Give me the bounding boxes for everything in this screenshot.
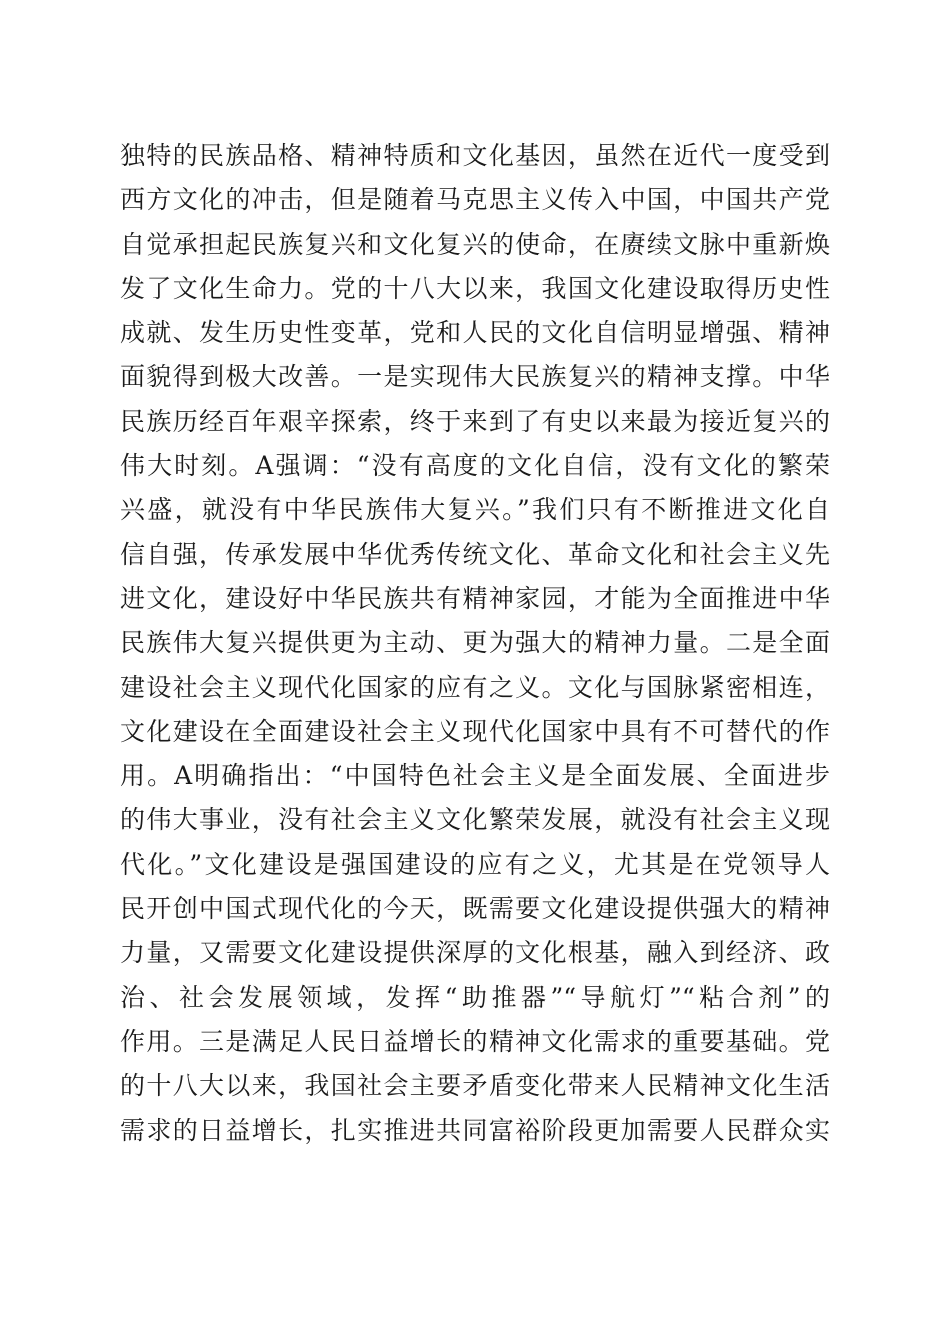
- text-line: 建设社会主义现代化国家的应有之义。文化与国脉紧密相连，: [120, 672, 830, 702]
- text-line: 用。A明确指出：“中国特色社会主义是全面发展、全面进步: [120, 761, 830, 791]
- text-line: 力量，又需要文化建设提供深厚的文化根基，融入到经济、政: [120, 938, 830, 968]
- text-line: 伟大时刻。A强调：“没有高度的文化自信，没有文化的繁荣: [120, 451, 830, 481]
- text-line: 自觉承担起民族复兴和文化复兴的使命，在赓续文脉中重新焕: [120, 229, 830, 259]
- text-line: 西方文化的冲击，但是随着马克思主义传入中国，中国共产党: [120, 185, 830, 215]
- text-line: 民族伟大复兴提供更为主动、更为强大的精神力量。二是全面: [120, 628, 830, 658]
- text-line: 治、社会发展领域，发挥“助推器”“导航灯”“粘合剂”的: [120, 982, 830, 1012]
- text-line: 作用。三是满足人民日益增长的精神文化需求的重要基础。党: [120, 1026, 830, 1056]
- text-line: 独特的民族品格、精神特质和文化基因，虽然在近代一度受到: [120, 141, 830, 170]
- text-line: 文化建设在全面建设社会主义现代化国家中具有不可替代的作: [120, 716, 830, 746]
- text-line: 代化。”文化建设是强国建设的应有之义，尤其是在党领导人: [120, 849, 830, 879]
- text-line: 的十八大以来，我国社会主要矛盾变化带来人民精神文化生活: [120, 1071, 830, 1101]
- text-line: 进文化，建设好中华民族共有精神家园，才能为全面推进中华: [120, 583, 830, 613]
- text-line: 兴盛，就没有中华民族伟大复兴。”我们只有不断推进文化自: [120, 495, 830, 525]
- body-text: [120, 134, 830, 1153]
- text-line: 信自强，传承发展中华优秀传统文化、革命文化和社会主义先: [120, 539, 830, 569]
- text-line: 的伟大事业，没有社会主义文化繁荣发展，就没有社会主义现: [120, 805, 830, 835]
- text-line: 发了文化生命力。党的十八大以来，我国文化建设取得历史性: [120, 273, 830, 303]
- text-line: 成就、发生历史性变革，党和人民的文化自信明显增强、精神: [120, 318, 830, 348]
- text-line: 民族历经百年艰辛探索，终于来到了有史以来最为接近复兴的: [120, 406, 830, 436]
- text-line: 需求的日益增长，扎实推进共同富裕阶段更加需要人民群众实: [120, 1115, 830, 1145]
- text-line: 面貌得到极大改善。一是实现伟大民族复兴的精神支撑。中华: [120, 362, 830, 392]
- text-line: 民开创中国式现代化的今天，既需要文化建设提供强大的精神: [120, 894, 830, 924]
